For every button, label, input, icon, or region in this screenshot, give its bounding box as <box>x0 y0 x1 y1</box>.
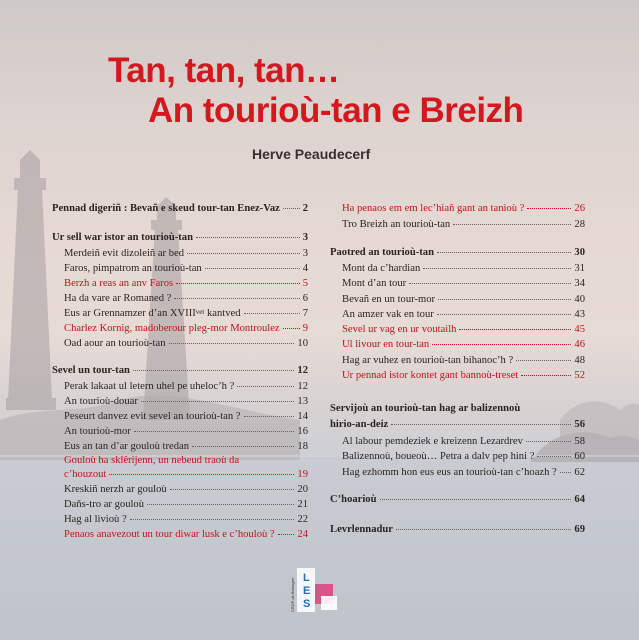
toc-entry[interactable] <box>64 499 308 513</box>
toc-page-number: 24 <box>297 529 308 540</box>
toc-entry-title: Charlez Kornig, madoberour pleg-mor Montroulez <box>64 323 280 334</box>
toc-entry-title: Ha penaos em em lec’hiañ gant an tanioù ? <box>342 203 525 214</box>
dot-leader <box>537 456 571 457</box>
toc-page-number: 30 <box>574 247 585 258</box>
toc-entry-title: Levrlennadur <box>330 524 393 535</box>
toc-page-number: 20 <box>297 484 308 495</box>
toc-entry[interactable] <box>342 451 585 465</box>
toc-page-number: 2 <box>302 203 308 214</box>
toc-entry-title: Faros, pimpatrom an tourioù-tan <box>64 263 202 274</box>
dot-leader <box>134 431 295 432</box>
toc-page-number: 3 <box>302 248 308 259</box>
dot-leader <box>438 299 571 300</box>
dot-leader <box>169 343 295 344</box>
toc-entry[interactable] <box>64 381 308 395</box>
dot-leader <box>516 360 571 361</box>
toc-page-number: 12 <box>297 365 308 376</box>
toc-entry-title: Sevel un tour-tan <box>52 365 130 376</box>
toc-entry-title: Balizennoù, boueoù… Petra a dalv pep hini ? <box>342 451 535 462</box>
toc-page-number: 69 <box>574 524 585 535</box>
toc-entry-title: hirio-an-deiz <box>330 419 389 430</box>
toc-page-number: 31 <box>574 263 585 274</box>
toc-entry[interactable] <box>342 355 585 369</box>
toc-page-number: 6 <box>302 293 308 304</box>
toc-page-number: 4 <box>302 263 308 274</box>
toc-entry-title: Peseurt danvez evit sevel an tourioù-tan ? <box>64 411 241 422</box>
dot-leader <box>109 474 294 475</box>
dot-leader <box>396 529 571 530</box>
dot-leader <box>453 224 571 225</box>
dot-leader <box>423 268 571 269</box>
dot-leader <box>237 386 294 387</box>
svg-text:E: E <box>303 585 311 597</box>
toc-entry-title: Kreskiñ nerzh ar gouloù <box>64 484 167 495</box>
toc-page-number: 56 <box>574 419 585 430</box>
dot-leader <box>527 208 571 209</box>
toc-section-entry[interactable] <box>330 524 585 538</box>
dot-leader <box>391 424 571 425</box>
toc-page-number: 7 <box>302 308 308 319</box>
toc-page-number: 48 <box>574 355 585 366</box>
les-logo-icon <box>291 566 341 616</box>
dot-leader <box>133 370 295 371</box>
toc-page-number: 40 <box>574 294 585 305</box>
toc-entry[interactable] <box>342 309 585 323</box>
toc-page-number: 45 <box>574 324 585 335</box>
dot-leader <box>380 499 572 500</box>
toc-entry-title: Gouloù ha sklêrijenn, un nebeud traoù da <box>64 455 240 466</box>
dot-leader <box>141 401 295 402</box>
dot-leader <box>278 534 295 535</box>
dot-leader <box>432 344 571 345</box>
dot-leader <box>526 441 572 442</box>
toc-entry-title: Penaos anavezout un tour diwar lusk e c’houloù ? <box>64 529 275 540</box>
toc-entry-title: Merdeiñ evit dizoleiñ ar bed <box>64 248 185 259</box>
toc-entry[interactable] <box>64 293 308 307</box>
toc-entry[interactable] <box>64 278 308 292</box>
toc-page-number: 9 <box>302 323 308 334</box>
toc-section-entry[interactable] <box>330 419 585 433</box>
toc-section-entry[interactable] <box>330 494 585 508</box>
toc-entry-title: Eus ar Grennamzer d’an $XVIII^{vet}$ kantved <box>64 308 241 319</box>
toc-entry[interactable] <box>342 294 585 308</box>
toc-entry[interactable] <box>342 203 585 217</box>
dot-leader <box>409 283 571 284</box>
toc-entry-title: Al labour pemdeziek e kreizenn Lezardrev <box>342 436 523 447</box>
title-line-2: An tourioù-tan e Breizh <box>148 91 524 130</box>
toc-page-number: 62 <box>574 467 585 478</box>
dot-leader <box>130 519 295 520</box>
toc-entry-title: Servijoù an tourioù-tan hag ar balizennoù <box>330 403 521 414</box>
dot-leader <box>437 252 571 253</box>
toc-entry-title: Mont da c’hardian <box>342 263 421 274</box>
toc-page-number: 22 <box>297 514 308 525</box>
toc-entry-title: An tourioù-mor <box>64 426 131 437</box>
toc-entry-title: Mont d’an tour <box>342 278 407 289</box>
toc-entry-title: Sevel ur vag en ur voutailh <box>342 324 457 335</box>
dot-leader <box>176 283 300 284</box>
dot-leader <box>196 237 300 238</box>
toc-entry[interactable] <box>64 426 308 440</box>
toc-entry-title: Daňs-tro ar gouloù <box>64 499 145 510</box>
toc-entry[interactable] <box>64 514 308 528</box>
toc-entry-title: Pennad digeriñ : Bevañ e skeud tour-tan Enez-Vaz <box>52 203 280 214</box>
toc-page-number: 43 <box>574 309 585 320</box>
toc-page-number: 34 <box>574 278 585 289</box>
toc-entry[interactable] <box>64 455 308 469</box>
toc-entry[interactable] <box>64 323 308 337</box>
author-name: Herve Peaudecerf <box>252 146 371 162</box>
toc-page-number: 14 <box>297 411 308 422</box>
toc-section-entry[interactable] <box>52 365 308 379</box>
toc-entry[interactable] <box>342 436 585 450</box>
toc-entry-title: Hag ar vuhez en tourioù-tan bihanoc’h ? <box>342 355 514 366</box>
dot-leader <box>174 298 299 299</box>
toc-page-number: 5 <box>302 278 308 289</box>
toc-page-number: 64 <box>574 494 585 505</box>
toc-entry-title: Hag ezhomm hon eus eus an tourioù-tan c’hoazh ? <box>342 467 557 478</box>
dot-leader <box>244 416 295 417</box>
dot-leader <box>283 208 300 209</box>
toc-page-number: 26 <box>574 203 585 214</box>
toc-entry[interactable] <box>64 441 308 455</box>
dot-leader <box>437 314 572 315</box>
toc-entry-title: Ul livour en tour-tan <box>342 339 430 350</box>
toc-page-number: 12 <box>297 381 308 392</box>
toc-entry[interactable] <box>342 324 585 338</box>
toc-entry-title: Eus an tan d’ar gouloù tredan <box>64 441 190 452</box>
toc-page-number: 58 <box>574 436 585 447</box>
toc-entry[interactable] <box>64 263 308 277</box>
title-line-1: Tan, tan, tan… <box>108 51 340 90</box>
toc-page-number: 21 <box>297 499 308 510</box>
svg-text:S: S <box>303 598 311 610</box>
toc-entry[interactable] <box>342 370 585 384</box>
toc-section-entry[interactable] <box>330 247 585 261</box>
toc-entry-title: Hag al livioù ? <box>64 514 127 525</box>
toc-entry[interactable] <box>64 529 308 543</box>
toc-entry-title: Ha da vare ar Romaned ? <box>64 293 172 304</box>
toc-entry[interactable] <box>64 411 308 425</box>
toc-entry-title: An amzer vak en tour <box>342 309 434 320</box>
toc-page-number: 19 <box>297 469 308 480</box>
toc-page-number: 28 <box>574 219 585 230</box>
toc-entry[interactable] <box>64 484 308 498</box>
toc-entry-title: Perak lakaat ul letern uhel pe uheloc’h ? <box>64 381 235 392</box>
dot-leader <box>147 504 294 505</box>
toc-page-number: 16 <box>297 426 308 437</box>
toc-entry-title: Bevañ en un tour-mor <box>342 294 436 305</box>
toc-section-entry[interactable] <box>52 203 308 217</box>
toc-section-entry[interactable] <box>330 403 585 417</box>
dot-leader <box>560 472 572 473</box>
dot-leader <box>244 313 300 314</box>
toc-entry[interactable] <box>64 338 308 352</box>
toc-page-number: 3 <box>302 232 308 243</box>
toc-entry[interactable] <box>342 219 585 233</box>
toc-entry[interactable] <box>64 308 308 322</box>
toc-entry-title: Paotred an tourioù-tan <box>330 247 434 258</box>
toc-entry-title: Ur sell war istor an tourioù-tan <box>52 232 193 243</box>
toc-entry[interactable] <box>64 396 308 410</box>
toc-entry-title: c’houzout <box>64 469 107 480</box>
toc-entry-title: An tourioù-douar <box>64 396 138 407</box>
toc-entry[interactable] <box>342 339 585 353</box>
toc-entry-title: C’hoarioù <box>330 494 377 505</box>
svg-text:L: L <box>303 572 310 584</box>
toc-entry-title: Oad aour an tourioù-tan <box>64 338 166 349</box>
dot-leader <box>521 375 571 376</box>
toc-entry[interactable] <box>342 467 585 481</box>
toc-page-number: 13 <box>297 396 308 407</box>
toc-page-number: 46 <box>574 339 585 350</box>
dot-leader <box>187 253 300 254</box>
toc-entry[interactable] <box>342 278 585 292</box>
toc-entry-title: Ur pennad istor kontet gant bannoù-treset <box>342 370 519 381</box>
toc-page-number: 52 <box>574 370 585 381</box>
toc-entry-title: Tro Breizh an tourioù-tan <box>342 219 451 230</box>
toc-entry[interactable] <box>342 263 585 277</box>
toc-page-number: 10 <box>297 338 308 349</box>
toc-page-number: 18 <box>297 441 308 452</box>
toc-entry-title: Berzh a reas an anv Faros <box>64 278 174 289</box>
toc-section-entry[interactable] <box>52 232 308 246</box>
dot-leader <box>283 328 300 329</box>
toc-entry[interactable] <box>64 469 308 483</box>
dot-leader <box>192 446 294 447</box>
svg-text:CRDP de Bretagne: CRDP de Bretagne <box>290 577 295 612</box>
toc-entry[interactable] <box>64 248 308 262</box>
toc-page-number: 60 <box>574 451 585 462</box>
dot-leader <box>459 329 571 330</box>
dot-leader <box>170 489 295 490</box>
dot-leader <box>205 268 300 269</box>
